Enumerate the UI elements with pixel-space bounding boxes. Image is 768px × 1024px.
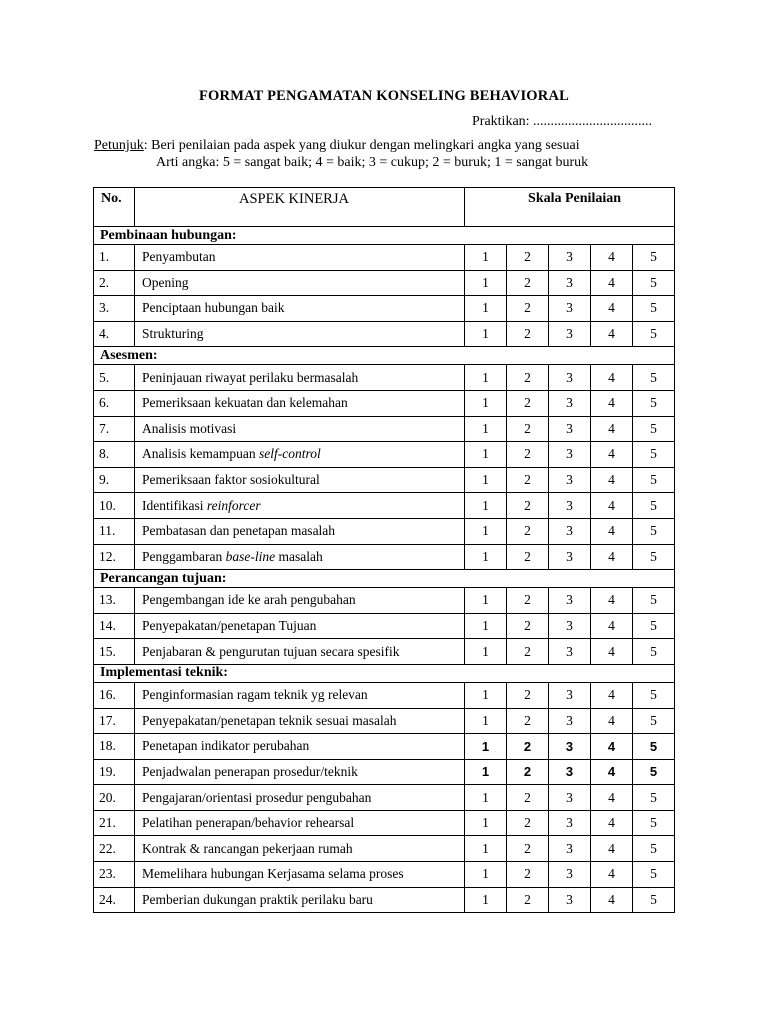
item-number: 3.: [94, 296, 135, 322]
scale-option[interactable]: 1: [465, 785, 507, 811]
item-number: 6.: [94, 390, 135, 416]
scale-option[interactable]: 2: [507, 467, 549, 493]
scale-option[interactable]: 4: [591, 810, 633, 836]
item-aspect-text: Pembatasan dan penetapan masalah: [142, 523, 336, 539]
scale-option[interactable]: 2: [507, 365, 549, 391]
instructions-text: : Beri penilaian pada aspek yang diukur dengan melingkari angka yang sesuai: [143, 138, 580, 153]
item-aspect-text: Penggambaran: [142, 548, 226, 564]
item-aspect: [135, 734, 465, 760]
scale-option[interactable]: 1: [465, 887, 507, 913]
item-aspect-text: Penyepakatan/penetapan teknik sesuai masalah: [142, 712, 397, 728]
instructions-label: Petunjuk: [94, 138, 144, 153]
scale-option[interactable]: 2: [507, 321, 549, 347]
scale-option[interactable]: 4: [591, 270, 633, 296]
scale-option[interactable]: 5: [633, 708, 675, 734]
scale-option[interactable]: 3: [549, 390, 591, 416]
scale-option[interactable]: 1: [465, 365, 507, 391]
table-row: [94, 759, 675, 785]
scale-option[interactable]: 2: [507, 296, 549, 322]
scale-option[interactable]: 5: [633, 734, 675, 760]
table-row: [94, 682, 675, 708]
scale-option[interactable]: 2: [507, 390, 549, 416]
scale-option[interactable]: 2: [507, 682, 549, 708]
table-row: [94, 785, 675, 811]
scale-option[interactable]: 1: [465, 588, 507, 614]
item-aspect-text: Penjabaran & pengurutan tujuan secara spesifik: [142, 643, 400, 659]
scale-option[interactable]: 4: [591, 390, 633, 416]
item-aspect-text: Penginformasian ragam teknik yg relevan: [142, 687, 368, 703]
item-number: 12.: [94, 544, 135, 570]
item-aspect: [135, 759, 465, 785]
item-aspect-text: Penyepakatan/penetapan Tujuan: [142, 618, 317, 634]
table-row: [94, 270, 675, 296]
scale-option[interactable]: 1: [465, 734, 507, 760]
item-aspect-text: Identifikasi: [142, 497, 207, 513]
table-row: [94, 836, 675, 862]
scale-option[interactable]: 2: [507, 613, 549, 639]
scale-option[interactable]: 2: [507, 759, 549, 785]
item-aspect-text: Penetapan indikator perubahan: [142, 738, 310, 754]
item-aspect-text: Opening: [142, 274, 189, 290]
scale-option[interactable]: 4: [591, 544, 633, 570]
table-row: [94, 442, 675, 468]
scale-option[interactable]: 1: [465, 862, 507, 888]
scale-option[interactable]: 5: [633, 442, 675, 468]
item-aspect-text: Pengajaran/orientasi prosedur pengubahan: [142, 789, 372, 805]
scale-option[interactable]: 1: [465, 639, 507, 665]
instructions-line-1: [94, 138, 580, 154]
table-row: [94, 365, 675, 391]
item-aspect-text: Pengembangan ide ke arah pengubahan: [142, 592, 356, 608]
scale-option[interactable]: 4: [591, 518, 633, 544]
scale-option[interactable]: 3: [549, 734, 591, 760]
scale-option[interactable]: 3: [549, 544, 591, 570]
scale-option[interactable]: 5: [633, 518, 675, 544]
scale-option[interactable]: 3: [549, 887, 591, 913]
table-row: [94, 862, 675, 888]
assessment-table: [93, 187, 675, 913]
scale-option[interactable]: 3: [549, 442, 591, 468]
scale-option[interactable]: 5: [633, 836, 675, 862]
header-no: No.: [94, 188, 135, 227]
header-scale: Skala Penilaian: [465, 188, 675, 227]
scale-option[interactable]: 4: [591, 588, 633, 614]
item-aspect-text: Penjadwalan penerapan prosedur/teknik: [142, 763, 358, 779]
table-row: [94, 887, 675, 913]
table-row: [94, 321, 675, 347]
table-row: [94, 613, 675, 639]
scale-option[interactable]: 4: [591, 759, 633, 785]
item-aspect: [135, 416, 465, 442]
item-number: 16.: [94, 682, 135, 708]
item-aspect: [135, 613, 465, 639]
scale-option[interactable]: 5: [633, 862, 675, 888]
scale-option[interactable]: 2: [507, 734, 549, 760]
table-row: [94, 588, 675, 614]
document-title: FORMAT PENGAMATAN KONSELING BEHAVIORAL: [198, 88, 569, 104]
scale-option[interactable]: 5: [633, 759, 675, 785]
item-number: 2.: [94, 270, 135, 296]
scale-option[interactable]: 5: [633, 785, 675, 811]
scale-option[interactable]: 2: [507, 836, 549, 862]
scale-option[interactable]: 3: [549, 467, 591, 493]
scale-option[interactable]: 5: [633, 270, 675, 296]
item-number: 1.: [94, 245, 135, 271]
table-row: [94, 296, 675, 322]
scale-option[interactable]: 1: [465, 810, 507, 836]
scale-option[interactable]: 2: [507, 887, 549, 913]
section-row: [94, 664, 675, 682]
header-aspect: ASPEK KINERJA: [135, 188, 465, 227]
scale-option[interactable]: 3: [549, 296, 591, 322]
scale-option[interactable]: 5: [633, 810, 675, 836]
item-number: 10.: [94, 493, 135, 519]
section-title: Implementasi teknik:: [94, 664, 675, 682]
scale-option[interactable]: 1: [465, 442, 507, 468]
item-number: 24.: [94, 887, 135, 913]
scale-option[interactable]: 1: [465, 708, 507, 734]
item-aspect-text: Analisis kemampuan: [142, 446, 259, 462]
item-number: 23.: [94, 862, 135, 888]
table-row: [94, 390, 675, 416]
item-number: 9.: [94, 467, 135, 493]
scale-option[interactable]: 1: [465, 416, 507, 442]
item-aspect: [135, 321, 465, 347]
scale-option[interactable]: 5: [633, 639, 675, 665]
scale-option[interactable]: 5: [633, 416, 675, 442]
scale-option[interactable]: 5: [633, 887, 675, 913]
scale-option[interactable]: 4: [591, 639, 633, 665]
scale-option[interactable]: 1: [465, 467, 507, 493]
scale-option[interactable]: 4: [591, 708, 633, 734]
scale-option[interactable]: 4: [591, 467, 633, 493]
scale-option[interactable]: 4: [591, 365, 633, 391]
item-aspect: [135, 296, 465, 322]
item-number: 4.: [94, 321, 135, 347]
item-aspect-text: Penciptaan hubungan baik: [142, 300, 285, 316]
scale-option[interactable]: 3: [549, 785, 591, 811]
item-aspect: [135, 785, 465, 811]
item-aspect-text: Strukturing: [142, 326, 204, 342]
table-row: [94, 734, 675, 760]
section-row: [94, 347, 675, 365]
scale-option[interactable]: 3: [549, 365, 591, 391]
item-aspect-text: Peninjauan riwayat perilaku bermasalah: [142, 369, 359, 385]
scale-option[interactable]: 3: [549, 708, 591, 734]
scale-option[interactable]: 2: [507, 493, 549, 519]
scale-option[interactable]: 5: [633, 365, 675, 391]
item-aspect-term: self-control: [258, 446, 321, 462]
scale-option[interactable]: 5: [633, 245, 675, 271]
scale-option[interactable]: 1: [465, 613, 507, 639]
scale-option[interactable]: 1: [465, 544, 507, 570]
scale-option[interactable]: 1: [465, 245, 507, 271]
item-aspect: [135, 270, 465, 296]
scale-option[interactable]: 3: [549, 682, 591, 708]
table-row: [94, 544, 675, 570]
item-aspect-text: Pemberian dukungan praktik perilaku baru: [142, 891, 373, 907]
scale-option[interactable]: 3: [549, 270, 591, 296]
item-aspect: [135, 544, 465, 570]
instructions-line-2: Arti angka: 5 = sangat baik; 4 = baik; 3 = cukup; 2 = buruk; 1 = sangat buruk: [156, 155, 589, 170]
scale-option[interactable]: 2: [507, 245, 549, 271]
table-row: [94, 639, 675, 665]
table-row: [94, 416, 675, 442]
scale-option[interactable]: 3: [549, 862, 591, 888]
table-row: [94, 708, 675, 734]
scale-option[interactable]: 2: [507, 862, 549, 888]
scale-option[interactable]: 3: [549, 493, 591, 519]
scale-option[interactable]: 3: [549, 518, 591, 544]
scale-option[interactable]: 2: [507, 588, 549, 614]
scale-option[interactable]: 2: [507, 785, 549, 811]
item-aspect-text: Penyambutan: [142, 249, 216, 265]
scale-option[interactable]: 4: [591, 887, 633, 913]
scale-option[interactable]: 3: [549, 416, 591, 442]
item-aspect: [135, 245, 465, 271]
section-title: Asesmen:: [94, 347, 675, 365]
scale-option[interactable]: 2: [507, 544, 549, 570]
item-aspect: [135, 836, 465, 862]
item-aspect-text: Analisis motivasi: [142, 420, 237, 436]
item-aspect-term: reinforcer: [206, 497, 261, 513]
item-number: 21.: [94, 810, 135, 836]
scale-option[interactable]: 2: [507, 416, 549, 442]
scale-option[interactable]: 4: [591, 836, 633, 862]
praktikan-field: Praktikan: ..................................: [472, 114, 653, 129]
scale-option[interactable]: 1: [465, 682, 507, 708]
item-aspect: [135, 390, 465, 416]
item-aspect: [135, 467, 465, 493]
section-row: [94, 227, 675, 245]
item-number: 5.: [94, 365, 135, 391]
scale-option[interactable]: 5: [633, 588, 675, 614]
item-aspect-term: base-line: [225, 548, 276, 564]
scale-option[interactable]: 5: [633, 321, 675, 347]
scale-option[interactable]: 4: [591, 321, 633, 347]
scale-option[interactable]: 2: [507, 708, 549, 734]
scale-option[interactable]: 3: [549, 810, 591, 836]
item-number: 15.: [94, 639, 135, 665]
item-number: 19.: [94, 759, 135, 785]
item-aspect: [135, 442, 465, 468]
table-row: [94, 245, 675, 271]
item-aspect: [135, 518, 465, 544]
scale-option[interactable]: 4: [591, 245, 633, 271]
item-aspect-text: Pelatihan penerapan/behavior rehearsal: [142, 815, 355, 831]
scale-option[interactable]: 1: [465, 321, 507, 347]
scale-option[interactable]: 3: [549, 321, 591, 347]
scale-option[interactable]: 3: [549, 759, 591, 785]
scale-option[interactable]: 4: [591, 296, 633, 322]
section-title: Perancangan tujuan:: [94, 570, 675, 588]
scale-option[interactable]: 4: [591, 682, 633, 708]
scale-option[interactable]: 5: [633, 613, 675, 639]
table-row: [94, 467, 675, 493]
item-aspect: [135, 887, 465, 913]
item-aspect: [135, 493, 465, 519]
scale-option[interactable]: 2: [507, 810, 549, 836]
item-aspect-text: Pemeriksaan kekuatan dan kelemahan: [142, 395, 348, 411]
item-number: 17.: [94, 708, 135, 734]
item-number: 8.: [94, 442, 135, 468]
section-title: Pembinaan hubungan:: [94, 227, 675, 245]
item-aspect: [135, 682, 465, 708]
scale-option[interactable]: 1: [465, 518, 507, 544]
scale-option[interactable]: 5: [633, 493, 675, 519]
section-row: [94, 570, 675, 588]
item-number: 13.: [94, 588, 135, 614]
scale-option[interactable]: 1: [465, 836, 507, 862]
scale-option[interactable]: 3: [549, 245, 591, 271]
item-number: 7.: [94, 416, 135, 442]
scale-option[interactable]: 1: [465, 270, 507, 296]
item-aspect-suffix: masalah: [275, 548, 323, 564]
table-row: [94, 518, 675, 544]
scale-option[interactable]: 5: [633, 390, 675, 416]
table-header-row: [94, 188, 675, 227]
scale-option[interactable]: 1: [465, 390, 507, 416]
item-number: 22.: [94, 836, 135, 862]
scale-option[interactable]: 3: [549, 836, 591, 862]
scale-option[interactable]: 4: [591, 785, 633, 811]
item-aspect: [135, 862, 465, 888]
scale-option[interactable]: 5: [633, 544, 675, 570]
scale-option[interactable]: 3: [549, 588, 591, 614]
item-aspect: [135, 365, 465, 391]
table-row: [94, 810, 675, 836]
scale-option[interactable]: 2: [507, 518, 549, 544]
item-aspect: [135, 639, 465, 665]
scale-option[interactable]: 3: [549, 613, 591, 639]
scale-option[interactable]: 4: [591, 493, 633, 519]
scale-option[interactable]: 1: [465, 759, 507, 785]
item-aspect: [135, 708, 465, 734]
item-aspect-text: Pemeriksaan faktor sosiokultural: [142, 472, 320, 488]
scale-option[interactable]: 4: [591, 442, 633, 468]
item-aspect: [135, 588, 465, 614]
scale-option[interactable]: 4: [591, 613, 633, 639]
item-number: 11.: [94, 518, 135, 544]
scale-option[interactable]: 4: [591, 734, 633, 760]
scale-option[interactable]: 2: [507, 442, 549, 468]
scale-option[interactable]: 1: [465, 493, 507, 519]
item-number: 20.: [94, 785, 135, 811]
item-aspect-text: Kontrak & rancangan pekerjaan rumah: [142, 840, 353, 856]
item-aspect: [135, 810, 465, 836]
table-row: [94, 493, 675, 519]
scale-option[interactable]: 5: [633, 296, 675, 322]
scale-option[interactable]: 1: [465, 296, 507, 322]
item-aspect-text: Memelihara hubungan Kerjasama selama proses: [142, 866, 404, 882]
scale-option[interactable]: 3: [549, 639, 591, 665]
scale-option[interactable]: 4: [591, 862, 633, 888]
scale-option[interactable]: 2: [507, 270, 549, 296]
scale-option[interactable]: 4: [591, 416, 633, 442]
scale-option[interactable]: 5: [633, 467, 675, 493]
item-number: 14.: [94, 613, 135, 639]
item-number: 18.: [94, 734, 135, 760]
scale-option[interactable]: 5: [633, 682, 675, 708]
scale-option[interactable]: 2: [507, 639, 549, 665]
